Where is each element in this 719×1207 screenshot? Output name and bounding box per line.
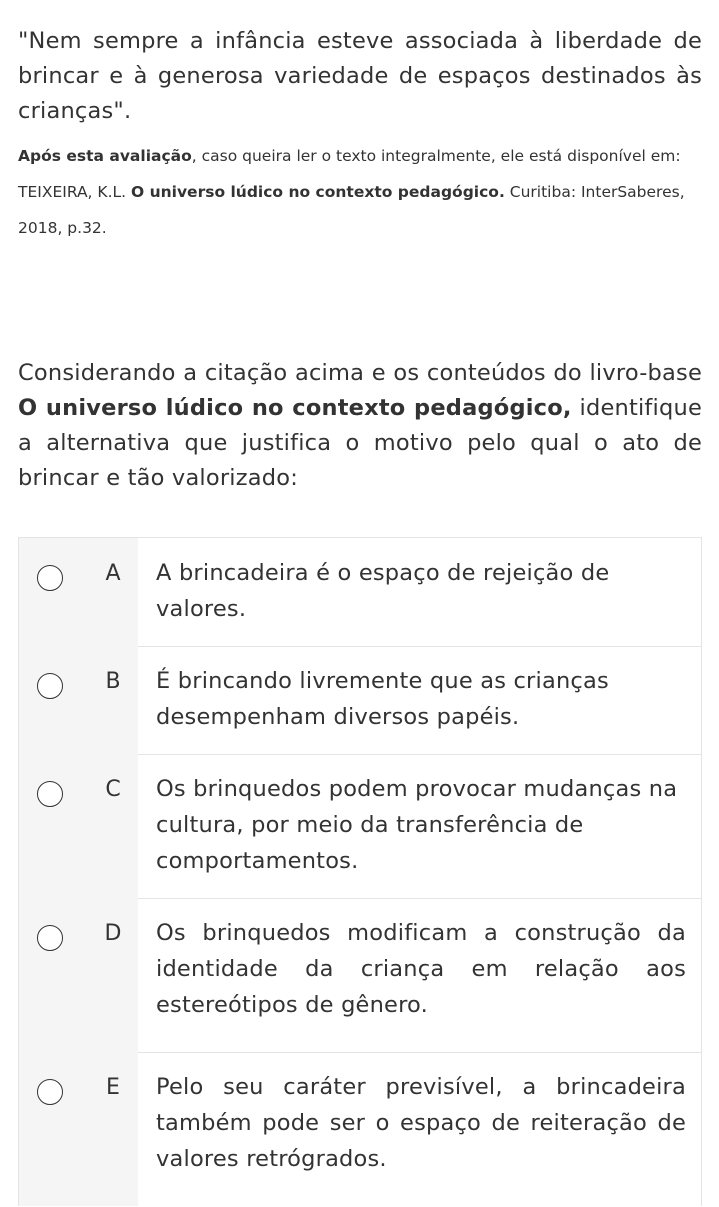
- option-b[interactable]: [19, 646, 703, 754]
- option-a[interactable]: [19, 538, 703, 646]
- reference-line: [18, 182, 702, 202]
- availability-note-rest: , caso queira ler o texto integralmente, ele está disponível em:: [191, 147, 681, 165]
- option-text[interactable]: Os brinquedos modificam a construção da identidade da criança em relação aos estereótipos de gênero.: [156, 920, 686, 1018]
- option-letter: D: [104, 921, 122, 946]
- option-c[interactable]: [19, 754, 703, 898]
- option-text[interactable]: Os brinquedos podem provocar mudanças na cultura, por meio da transferência de comportamentos.: [156, 776, 678, 874]
- radio-option-d[interactable]: [37, 925, 63, 951]
- availability-note: [18, 146, 702, 166]
- question-text: [18, 356, 702, 496]
- reference-year: 2018, p.32.: [18, 219, 107, 237]
- question-part2: identifique a alternativa que justifica o motivo pelo qual o ato de brincar e tão valorizado:: [18, 395, 702, 491]
- reference-author: TEIXEIRA, K.L.: [18, 183, 131, 201]
- option-letter: A: [105, 561, 121, 586]
- question-part1: Considerando a citação acima e os conteúdos do livro-base: [18, 360, 702, 386]
- option-letter: E: [106, 1075, 120, 1100]
- availability-note-bold: Após esta avaliação: [18, 147, 192, 165]
- option-text[interactable]: É brincando livremente que as crianças desempenham diversos papéis.: [156, 668, 609, 730]
- reference-title: O universo lúdico no contexto pedagógico.: [131, 183, 505, 201]
- question-book-title: O universo lúdico no contexto pedagógico,: [18, 395, 572, 421]
- option-e[interactable]: [19, 1052, 703, 1207]
- option-letter: C: [105, 777, 121, 802]
- radio-option-c[interactable]: [37, 781, 63, 807]
- option-text[interactable]: Pelo seu caráter previsível, a brincadeira também pode ser o espaço de reiteração de valores retrógrados.: [156, 1074, 686, 1172]
- option-letter: B: [105, 669, 121, 694]
- option-text[interactable]: A brincadeira é o espaço de rejeição de valores.: [156, 560, 610, 622]
- radio-option-b[interactable]: [37, 673, 63, 699]
- radio-option-a[interactable]: [37, 565, 63, 591]
- citation-quote: "Nem sempre a infância esteve associada à liberdade de brincar e à generosa variedade de espaços destinados às crianças".: [18, 28, 702, 124]
- reference-publisher: Curitiba: InterSaberes,: [504, 183, 685, 201]
- option-d[interactable]: [19, 898, 703, 1052]
- answer-options: [18, 537, 702, 1206]
- radio-option-e[interactable]: [37, 1079, 63, 1105]
